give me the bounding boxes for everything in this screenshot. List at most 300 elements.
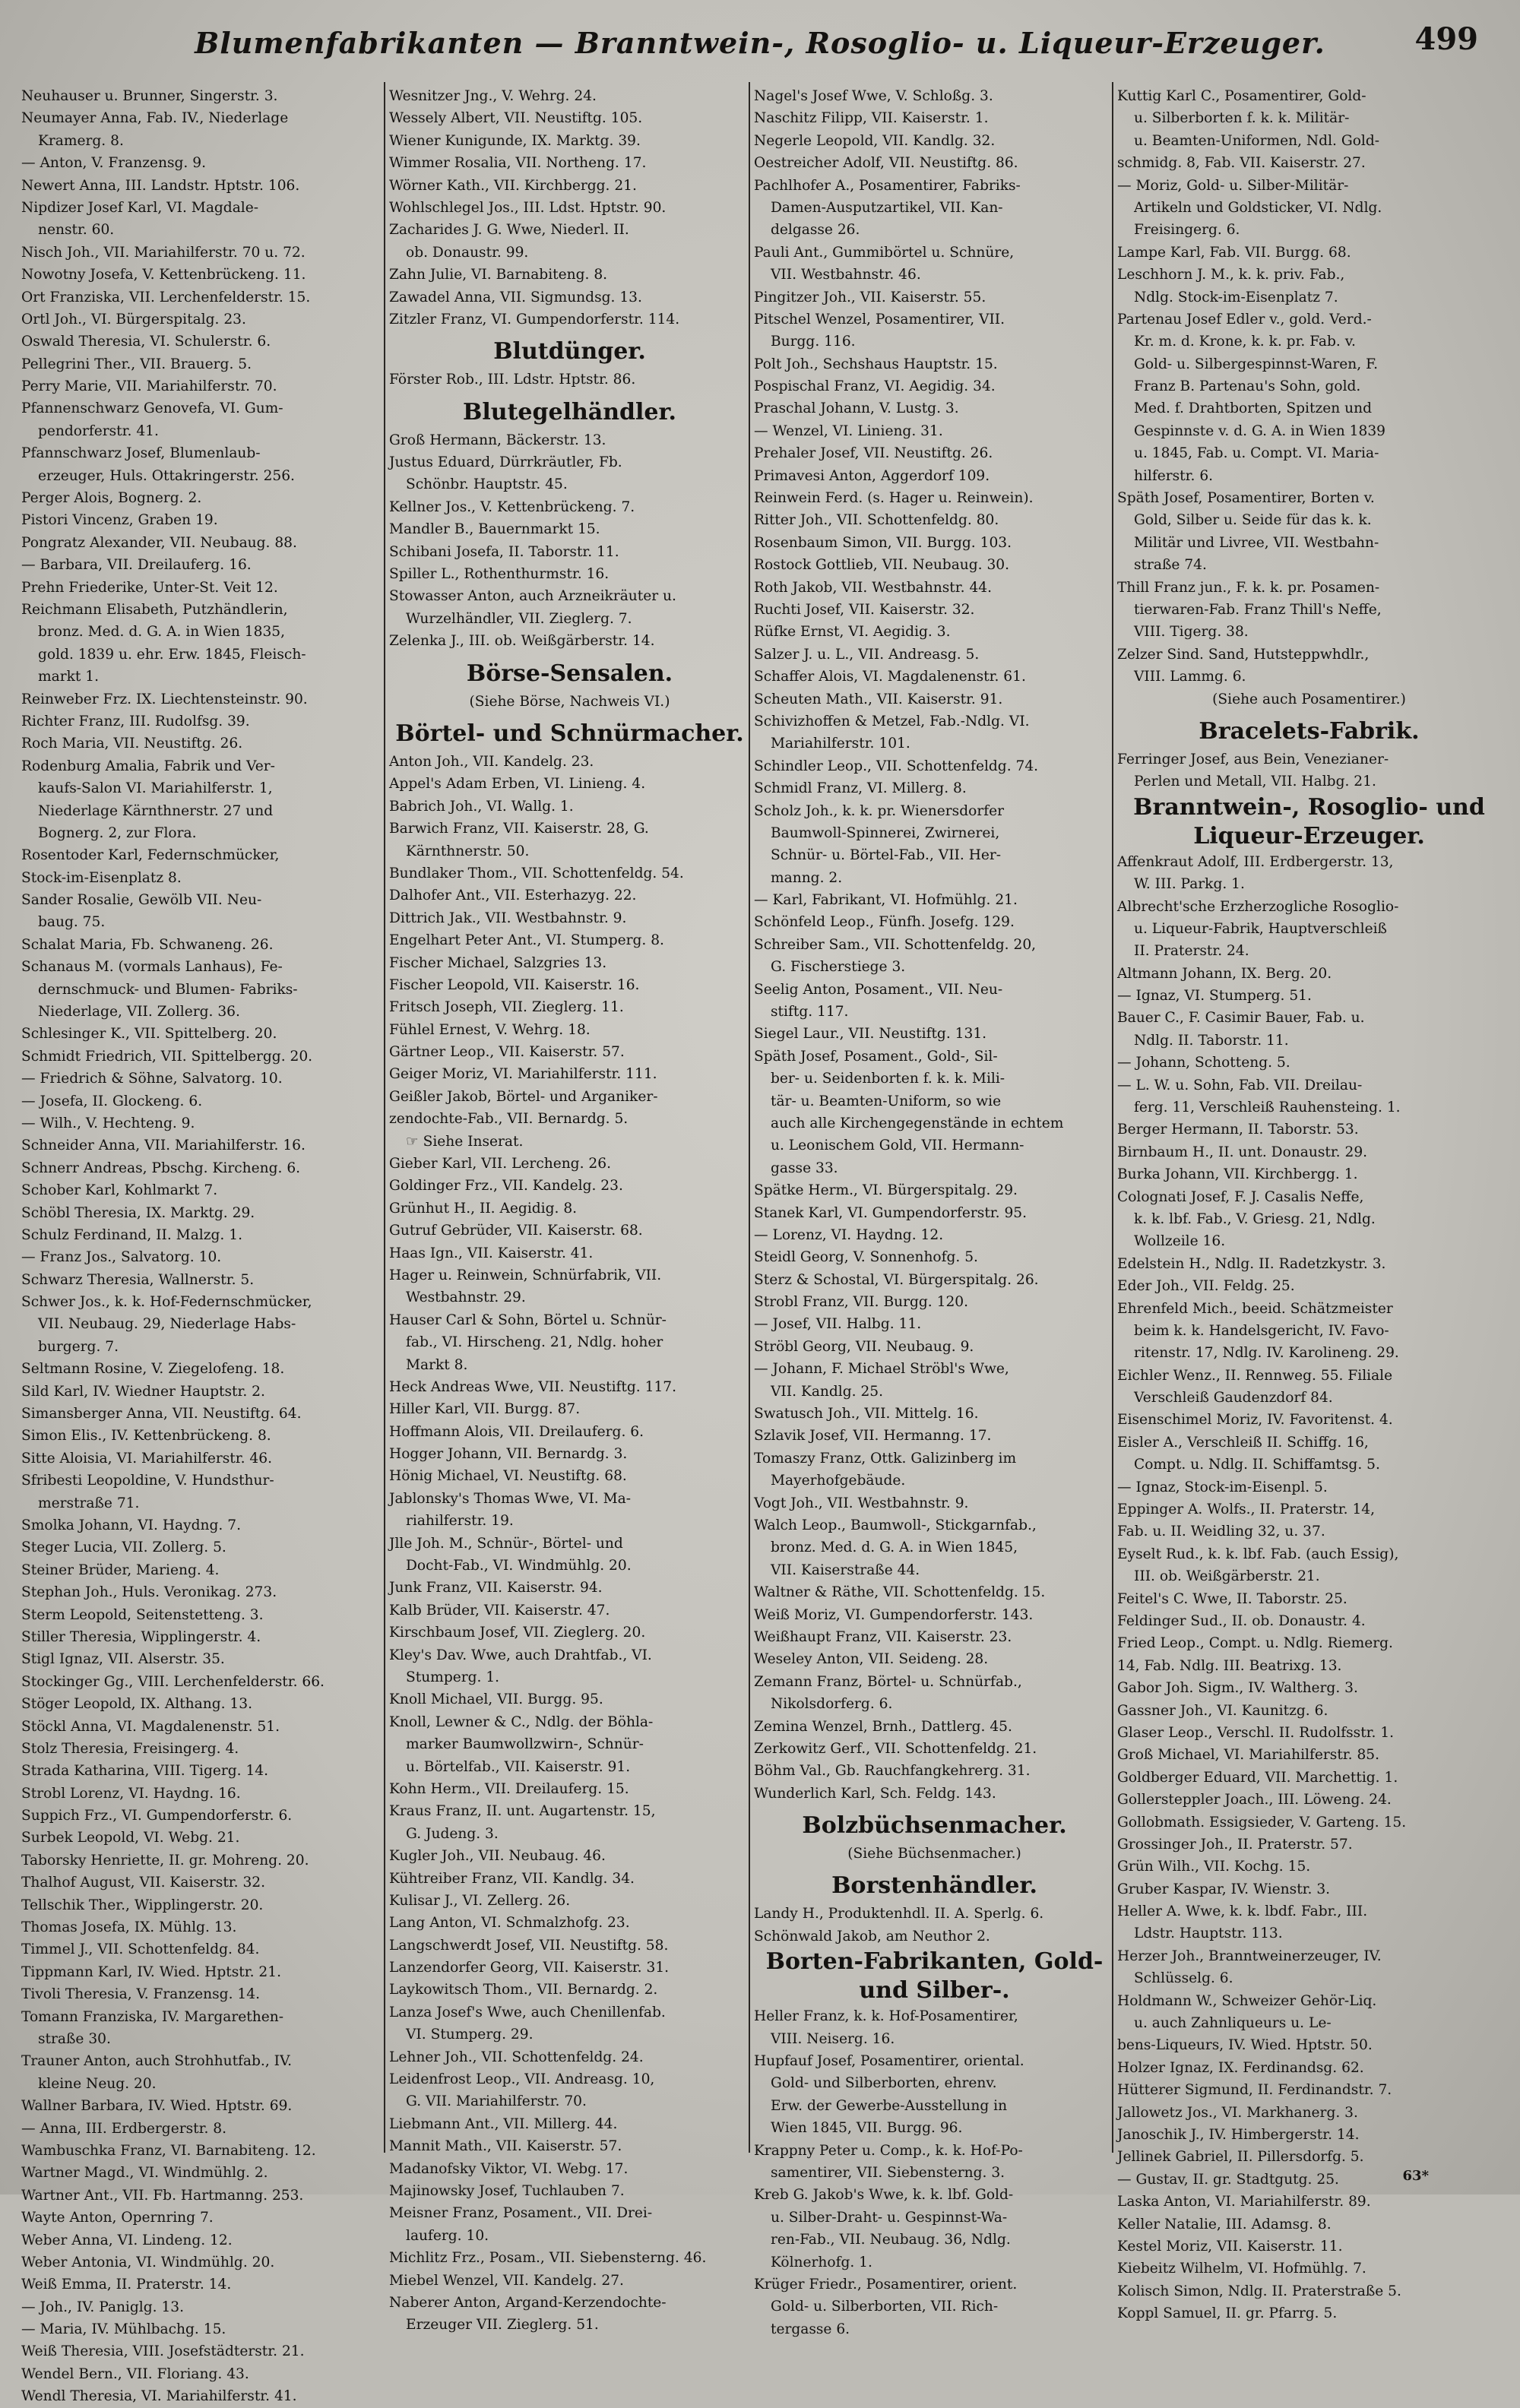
- entry-line: Spiller L., Rothenthurmstr. 16.: [389, 566, 610, 583]
- entry-line: Birnbaum H., II. unt. Donaustr. 29.: [1117, 1144, 1368, 1160]
- entry-line: Hiller Karl, VII. Burgg. 87.: [389, 1401, 581, 1418]
- entry-line: Fischer Leopold, VII. Kaiserstr. 16.: [389, 976, 640, 993]
- entry-line: Szlavik Josef, VII. Hermanng. 17.: [754, 1428, 992, 1444]
- entry-line: Thill Franz jun., F. k. k. pr. Posamen-: [1117, 579, 1380, 596]
- entry-continuation: Schnür- u. Börtel-Fab., VII. Her-: [771, 847, 1002, 864]
- entry-line: Nagel's Josef Wwe, V. Schloßg. 3.: [754, 88, 993, 104]
- entry-continuation: Stumperg. 1.: [406, 1669, 500, 1685]
- entry-line: Taborsky Henriette, II. gr. Mohreng. 20.: [21, 1852, 309, 1868]
- entry-line: Roch Maria, VII. Neustiftg. 26.: [21, 736, 243, 752]
- entry-line: Kühtreiber Franz, VII. Kandlg. 34.: [389, 1870, 635, 1887]
- entry-line: Stolz Theresia, Freisingerg. 4.: [21, 1740, 239, 1757]
- entry-line: Ehrenfeld Mich., beeid. Schätzmeister: [1117, 1300, 1393, 1317]
- entry-continuation: Markt 8.: [406, 1356, 468, 1373]
- entry-line: Gieber Karl, VII. Lercheng. 26.: [389, 1156, 611, 1172]
- entry-line: — Anton, V. Franzensg. 9.: [21, 155, 206, 172]
- entry-line: Holdmann W., Schweizer Gehör-Liq.: [1117, 1992, 1377, 2009]
- cross-reference: (Siehe Börse, Nachweis VI.): [469, 693, 670, 710]
- entry-line: Reichmann Elisabeth, Putzhändlerin,: [21, 601, 288, 618]
- entry-line: Richter Franz, III. Rudolfsg. 39.: [21, 713, 250, 729]
- entry-continuation: Kr. m. d. Krone, k. k. pr. Fab. v.: [1134, 334, 1356, 350]
- entry-line: Gutruf Gebrüder, VII. Kaiserstr. 68.: [389, 1223, 643, 1239]
- entry-line: Krappny Peter u. Comp., k. k. Hof-Po-: [754, 2142, 1023, 2159]
- entry-line: Stephan Joh., Huls. Veronikag. 273.: [21, 1584, 277, 1601]
- entry-line: Strada Katharina, VIII. Tigerg. 14.: [21, 1763, 269, 1780]
- entry-line: Krüger Friedr., Posamentirer, orient.: [754, 2276, 1018, 2293]
- entry-line: Kulisar J., VI. Zellerg. 26.: [389, 1892, 571, 1909]
- section-heading: Börse-Sensalen.: [466, 660, 673, 687]
- entry-line: Mannit Math., VII. Kaiserstr. 57.: [389, 2138, 622, 2155]
- entry-line: — Ignaz, VI. Stumperg. 51.: [1117, 988, 1312, 1005]
- entry-continuation: Militär und Livree, VII. Westbahn-: [1134, 534, 1379, 551]
- entry-line: Stöger Leopold, IX. Althang. 13.: [21, 1696, 253, 1713]
- section-heading: Borstenhändler.: [831, 1872, 1037, 1900]
- entry-line: Wartner Magd., VI. Windmühlg. 2.: [21, 2165, 268, 2182]
- entry-line: Schwer Jos., k. k. Hof-Federnschmücker,: [21, 1294, 312, 1311]
- entry-line: Dalhofer Ant., VII. Esterhazyg. 22.: [389, 888, 637, 904]
- page-number: 499: [1414, 21, 1478, 57]
- entry-line: — Franz Jos., Salvatorg. 10.: [21, 1249, 222, 1266]
- entry-line: Wartner Ant., VII. Fb. Hartmanng. 253.: [21, 2187, 304, 2204]
- entry-line: Schober Karl, Kohlmarkt 7.: [21, 1182, 218, 1199]
- entry-continuation: Wien 1845, VII. Burgg. 96.: [771, 2120, 963, 2137]
- entry-line: Partenau Josef Edler v., gold. Verd.-: [1117, 311, 1372, 328]
- entry-line: Holzer Ignaz, IX. Ferdinandsg. 62.: [1117, 2059, 1364, 2076]
- entry-line: Fischer Michael, Salzgries 13.: [389, 954, 607, 971]
- entry-line: Prehaler Josef, VII. Neustiftg. 26.: [754, 445, 993, 462]
- entry-line: Colognati Josef, F. J. Casalis Neffe,: [1117, 1188, 1364, 1205]
- entry-line: Kiebeitz Wilhelm, VI. Hofmühlg. 7.: [1117, 2261, 1366, 2277]
- entry-line: Ort Franziska, VII. Lerchenfelderstr. 15.: [21, 289, 311, 305]
- entry-line: Zitzler Franz, VI. Gumpendorferstr. 114.: [389, 311, 680, 328]
- entry-line: Rüfke Ernst, VI. Aegidig. 3.: [754, 624, 951, 641]
- entry-line: Wendel Bern., VII. Floriang. 43.: [21, 2365, 249, 2382]
- entry-line: Rodenburg Amalia, Fabrik und Ver-: [21, 758, 275, 774]
- entry-line: Wayte Anton, Opernring 7.: [21, 2210, 214, 2226]
- entry-line: schmidg. 8, Fab. VII. Kaiserstr. 27.: [1117, 155, 1366, 172]
- entry-line: Tomann Franziska, IV. Margarethen-: [21, 2008, 283, 2025]
- entry-line: Polt Joh., Sechshaus Hauptstr. 15.: [754, 356, 998, 372]
- entry-line: Feldinger Sud., II. ob. Donaustr. 4.: [1117, 1613, 1366, 1629]
- entry-line: Michlitz Frz., Posam., VII. Siebensterng. 46.: [389, 2250, 707, 2267]
- entry-continuation: u. Börtelfab., VII. Kaiserstr. 91.: [406, 1758, 631, 1775]
- entry-line: Kley's Dav. Wwe, auch Drahtfab., VI.: [389, 1647, 652, 1663]
- entry-continuation: Damen-Ausputzartikel, VII. Kan-: [771, 199, 1003, 216]
- entry-continuation: VII. Kandlg. 25.: [771, 1383, 884, 1400]
- entry-line: Scheuten Math., VII. Kaiserstr. 91.: [754, 691, 1003, 707]
- entry-line: Goldberger Eduard, VII. Marchettig. 1.: [1117, 1769, 1398, 1786]
- entry-line: Schönfeld Leop., Fünfh. Josefg. 129.: [754, 914, 1015, 931]
- entry-line: Schanaus M. (vormals Lanhaus), Fe-: [21, 959, 283, 976]
- entry-line: Wörner Kath., VII. Kirchbergg. 21.: [389, 177, 637, 194]
- entry-line: Naberer Anton, Argand-Kerzendochte-: [389, 2294, 667, 2311]
- section-heading: Bracelets-Fabrik.: [1199, 717, 1420, 745]
- entry-line: Weber Antonia, VI. Windmühlg. 20.: [21, 2254, 275, 2270]
- entry-line: Groß Michael, VI. Mariahilferstr. 85.: [1117, 1747, 1380, 1764]
- entry-line: — Ignaz, Stock-im-Eisenpl. 5.: [1117, 1479, 1328, 1495]
- entry-continuation: VIII. Lammg. 6.: [1134, 669, 1246, 685]
- entry-line: Mandler B., Bauernmarkt 15.: [389, 521, 600, 538]
- entry-continuation: tergasse 6.: [771, 2321, 850, 2337]
- entry-line: Schlesinger K., VII. Spittelberg. 20.: [21, 1026, 277, 1043]
- entry-continuation: Schönbr. Hauptstr. 45.: [406, 476, 568, 493]
- entry-line: Lanza Josef's Wwe, auch Chenillenfab.: [389, 2004, 666, 2020]
- entry-line: Hönig Michael, VI. Neustiftg. 68.: [389, 1468, 627, 1485]
- entry-line: Hager u. Reinwein, Schnürfabrik, VII.: [389, 1267, 662, 1283]
- entry-line: bens-Liqueurs, IV. Wied. Hptstr. 50.: [1117, 2037, 1373, 2054]
- entry-line: Weseley Anton, VII. Seideng. 28.: [754, 1651, 989, 1668]
- entry-continuation: kleine Neug. 20.: [38, 2075, 157, 2092]
- entry-line: Trauner Anton, auch Strohhutfab., IV.: [21, 2053, 293, 2070]
- entry-continuation: straße 74.: [1134, 557, 1207, 574]
- entry-line: Walch Leop., Baumwoll-, Stickgarnfab.,: [754, 1517, 1037, 1533]
- entry-line: Sander Rosalie, Gewölb VII. Neu-: [21, 892, 262, 909]
- entry-line: Schibani Josefa, II. Taborstr. 11.: [389, 543, 619, 560]
- entry-continuation: II. Praterstr. 24.: [1134, 943, 1249, 960]
- entry-line: Rosentoder Karl, Federnschmücker,: [21, 847, 280, 864]
- entry-line: Pospischal Franz, VI. Aegidig. 34.: [754, 378, 996, 395]
- entry-line: Schivizhoffen & Metzel, Fab.-Ndlg. VI.: [754, 713, 1030, 729]
- entry-continuation: delgasse 26.: [771, 222, 860, 239]
- entry-line: Gollobmath. Essigsieder, V. Garteng. 15.: [1117, 1814, 1407, 1831]
- entry-line: Kellner Jos., V. Kettenbrückeng. 7.: [389, 498, 635, 515]
- entry-line: Perger Alois, Bognerg. 2.: [21, 490, 202, 507]
- entry-continuation: kaufs-Salon VI. Mariahilferstr. 1,: [38, 780, 273, 797]
- entry-line: Neumayer Anna, Fab. IV., Niederlage: [21, 110, 289, 127]
- entry-continuation: VII. Westbahnstr. 46.: [771, 267, 921, 283]
- entry-line: Hupfauf Josef, Posamentirer, oriental.: [754, 2053, 1024, 2070]
- entry-line: Gassner Joh., VI. Kaunitzg. 6.: [1117, 1702, 1328, 1719]
- entry-line: — Johann, Schotteng. 5.: [1117, 1055, 1290, 1071]
- entry-line: Haas Ign., VII. Kaiserstr. 41.: [389, 1245, 594, 1261]
- entry-line: Böhm Val., Gb. Rauchfangkehrerg. 31.: [754, 1763, 1031, 1780]
- entry-line: — L. W. u. Sohn, Fab. VII. Dreilau-: [1117, 1077, 1363, 1093]
- entry-line: Perry Marie, VII. Mariahilferstr. 70.: [21, 378, 277, 395]
- entry-line: Eyselt Rud., k. k. lbf. Fab. (auch Essig),: [1117, 1546, 1399, 1562]
- entry-line: Schmidt Friedrich, VII. Spittelbergg. 20.: [21, 1048, 313, 1065]
- entry-line: Groß Hermann, Bäckerstr. 13.: [389, 432, 606, 448]
- entry-line: Rostock Gottlieb, VII. Neubaug. 30.: [754, 557, 1010, 574]
- entry-line: Feitel's C. Wwe, II. Taborstr. 25.: [1117, 1590, 1347, 1607]
- entry-line: Roth Jakob, VII. Westbahnstr. 44.: [754, 579, 993, 596]
- entry-continuation: Kramerg. 8.: [38, 132, 124, 149]
- entry-continuation: pendorferstr. 41.: [38, 422, 159, 439]
- entry-line: Wambuschka Franz, VI. Barnabiteng. 12.: [21, 2142, 316, 2159]
- entry-continuation: Freisingerg. 6.: [1134, 222, 1240, 239]
- section-heading: Borten-Fabrikanten, Gold-: [765, 1948, 1104, 1976]
- entry-line: Zemann Franz, Börtel- u. Schnürfab.,: [754, 1673, 1022, 1690]
- entry-line: Ritter Joh., VII. Schottenfeldg. 80.: [754, 512, 999, 529]
- entry-line: Nipdizer Josef Karl, VI. Magdale-: [21, 199, 259, 216]
- entry-line: Zawadel Anna, VII. Sigmundsg. 13.: [389, 289, 642, 305]
- entry-line: Newert Anna, III. Landstr. Hptstr. 106.: [21, 177, 300, 194]
- entry-line: Laska Anton, VI. Mariahilferstr. 89.: [1117, 2194, 1371, 2210]
- entry-continuation: Erw. der Gewerbe-Ausstellung in: [771, 2097, 1008, 2114]
- entry-continuation: k. k. lbf. Fab., V. Griesg. 21, Ndlg.: [1134, 1210, 1376, 1227]
- entry-line: zendochte-Fab., VII. Bernardg. 5.: [389, 1111, 629, 1128]
- entry-line: Pistori Vincenz, Graben 19.: [21, 512, 218, 529]
- entry-line: Hauser Carl & Sohn, Börtel u. Schnür-: [389, 1312, 667, 1328]
- cross-reference: (Siehe Büchsenmacher.): [847, 1846, 1021, 1862]
- entry-line: Sitte Aloisia, VI. Mariahilferstr. 46.: [21, 1450, 272, 1467]
- entry-line: Schöbl Theresia, IX. Marktg. 29.: [21, 1204, 255, 1221]
- entry-line: Zelzer Sind. Sand, Hutsteppwhdlr.,: [1117, 646, 1370, 663]
- entry-line: Liebmann Ant., VII. Millerg. 44.: [389, 2115, 618, 2132]
- entry-continuation: gold. 1839 u. ehr. Erw. 1845, Fleisch-: [38, 646, 306, 663]
- entry-line: — Maria, IV. Mühlbachg. 15.: [21, 2321, 226, 2338]
- entry-line: Goldinger Frz., VII. Kandelg. 23.: [389, 1178, 623, 1195]
- entry-line: Reinweber Frz. IX. Liechtensteinstr. 90.: [21, 691, 308, 707]
- entry-line: Gärtner Leop., VII. Kaiserstr. 57.: [389, 1044, 625, 1061]
- entry-line: Schulz Ferdinand, II. Malzg. 1.: [21, 1226, 242, 1243]
- entry-continuation: tär- u. Beamten-Uniform, so wie: [771, 1093, 1002, 1109]
- entry-line: — Josefa, II. Glockeng. 6.: [21, 1093, 203, 1109]
- entry-line: — Moriz, Gold- u. Silber-Militär-: [1117, 177, 1349, 194]
- entry-line: Weiß Theresia, VIII. Josefstädterstr. 21.: [21, 2343, 305, 2360]
- entry-continuation: VI. Stumperg. 29.: [406, 2027, 534, 2043]
- entry-continuation: ber- u. Seidenborten f. k. k. Mili-: [771, 1071, 1005, 1087]
- entry-line: Pongratz Alexander, VII. Neubaug. 88.: [21, 534, 297, 551]
- entry-continuation: G. Fischerstiege 3.: [771, 959, 906, 976]
- running-title: Blumenfabrikanten — Branntwein-, Rosoglio- u. Liqueur-Erzeuger.: [195, 26, 1325, 60]
- entry-continuation: G. VII. Mariahilferstr. 70.: [406, 2093, 587, 2110]
- entry-line: Janoschik J., IV. Himbergerstr. 14.: [1117, 2126, 1360, 2143]
- entry-line: Kestel Moriz, VII. Kaiserstr. 11.: [1117, 2238, 1343, 2255]
- entry-line: Sild Karl, IV. Wiedner Hauptstr. 2.: [21, 1383, 265, 1400]
- entry-line: Ströbl Georg, VII. Neubaug. 9.: [754, 1338, 974, 1355]
- entry-line: 14, Fab. Ndlg. III. Beatrixg. 13.: [1117, 1657, 1342, 1674]
- entry-line: Albrecht'sche Erzherzogliche Rosoglio-: [1117, 898, 1399, 915]
- entry-line: Wendl Theresia, VI. Mariahilferstr. 41.: [21, 2388, 297, 2405]
- entry-line: Berger Hermann, II. Taborstr. 53.: [1117, 1122, 1359, 1138]
- entry-continuation: stiftg. 117.: [771, 1004, 849, 1020]
- entry-continuation: nenstr. 60.: [38, 222, 115, 239]
- entry-line: Kuttig Karl C., Posamentirer, Gold-: [1117, 88, 1366, 104]
- entry-line: Junk Franz, VII. Kaiserstr. 94.: [389, 1580, 603, 1596]
- entry-line: Rosenbaum Simon, VII. Burgg. 103.: [754, 534, 1012, 551]
- entry-continuation: u. 1845, Fab. u. Compt. VI. Maria-: [1134, 445, 1379, 462]
- entry-line: Steger Lucia, VII. Zollerg. 5.: [21, 1539, 226, 1556]
- entry-line: Weiß Moriz, VI. Gumpendorferstr. 143.: [754, 1606, 1034, 1623]
- entry-continuation: fab., VI. Hirscheng. 21, Ndlg. hoher: [406, 1334, 663, 1351]
- entry-line: Stanek Karl, VI. Gumpendorferstr. 95.: [754, 1204, 1028, 1221]
- entry-continuation: Perlen und Metall, VII. Halbg. 21.: [1134, 774, 1376, 790]
- entry-line: Dittrich Jak., VII. Westbahnstr. 9.: [389, 910, 627, 926]
- entry-continuation: u. Silberborten f. k. k. Militär-: [1134, 110, 1350, 127]
- entry-line: Siegel Laur., VII. Neustiftg. 131.: [754, 1026, 987, 1043]
- entry-continuation: Mayerhofgebäude.: [771, 1473, 906, 1489]
- entry-continuation: Wurzelhändler, VII. Zieglerg. 7.: [406, 610, 632, 627]
- column-3: [754, 85, 1115, 2337]
- entry-continuation: gasse 33.: [771, 1160, 838, 1176]
- entry-line: Jablonsky's Thomas Wwe, VI. Ma-: [389, 1490, 632, 1507]
- entry-line: Engelhart Peter Ant., VI. Stumperg. 8.: [389, 932, 664, 949]
- entry-line: Knoll Michael, VII. Burgg. 95.: [389, 1691, 603, 1708]
- entry-continuation: Gold- u. Silbergespinnst-Waren, F.: [1134, 356, 1379, 372]
- entry-continuation: Gold, Silber u. Seide für das k. k.: [1134, 512, 1372, 529]
- entry-line: Sfribesti Leopoldine, V. Hundsthur-: [21, 1473, 274, 1489]
- entry-line: — Karl, Fabrikant, VI. Hofmühlg. 21.: [754, 892, 1018, 909]
- entry-line: Meisner Franz, Posament., VII. Drei-: [389, 2205, 653, 2222]
- entry-line: Eisenschimel Moriz, IV. Favoritenst. 4.: [1117, 1412, 1393, 1429]
- entry-line: Affenkraut Adolf, III. Erdbergerstr. 13,: [1117, 853, 1394, 870]
- entry-line: Eppinger A. Wolfs., II. Praterstr. 14,: [1117, 1501, 1376, 1518]
- entry-line: Naschitz Filipp, VII. Kaiserstr. 1.: [754, 110, 989, 127]
- entry-continuation: ritenstr. 17, Ndlg. IV. Karolineng. 29.: [1134, 1345, 1399, 1362]
- entry-line: Kugler Joh., VII. Neubaug. 46.: [389, 1848, 606, 1865]
- entry-line: Steiner Brüder, Marieng. 4.: [21, 1562, 220, 1578]
- entry-line: Pfannenschwarz Genovefa, VI. Gum-: [21, 400, 283, 417]
- entry-line: Simansberger Anna, VII. Neustiftg. 64.: [21, 1406, 302, 1422]
- entry-continuation: Wollzeile 16.: [1134, 1233, 1226, 1250]
- entry-line: Wallner Barbara, IV. Wied. Hptstr. 69.: [21, 2098, 293, 2115]
- entry-line: Vogt Joh., VII. Westbahnstr. 9.: [754, 1495, 969, 1511]
- entry-continuation: marker Baumwollzwirn-, Schnür-: [406, 1736, 644, 1753]
- entry-continuation: Docht-Fab., VI. Windmühlg. 20.: [406, 1558, 632, 1574]
- entry-continuation: baug. 75.: [38, 914, 106, 931]
- entry-line: Pingitzer Joh., VII. Kaiserstr. 55.: [754, 289, 986, 305]
- sheet-signature: 63*: [1402, 2168, 1429, 2184]
- entry-line: Pfannschwarz Josef, Blumenlaub-: [21, 445, 261, 462]
- entry-line: Kreb G. Jakob's Wwe, k. k. lbf. Gold-: [754, 2187, 1014, 2204]
- entry-continuation: ren-Fab., VII. Neubaug. 36, Ndlg.: [771, 2232, 1011, 2248]
- entry-line: Nisch Joh., VII. Mariahilferstr. 70 u. 72.: [21, 244, 306, 261]
- entry-continuation: Gold- u. Silberborten, VII. Rich-: [771, 2299, 999, 2315]
- entry-line: — Gustav, II. gr. Stadtgutg. 25.: [1117, 2171, 1339, 2188]
- entry-continuation: bronz. Med. d. G. A. in Wien 1835,: [38, 624, 286, 641]
- entry-continuation: burgerg. 7.: [38, 1338, 119, 1355]
- entry-line: Prehn Friederike, Unter-St. Veit 12.: [21, 579, 278, 596]
- entry-line: Tippmann Karl, IV. Wied. Hptstr. 21.: [21, 1963, 282, 1980]
- entry-line: Fab. u. II. Weidling 32, u. 37.: [1117, 1524, 1325, 1540]
- entry-line: Heller Franz, k. k. Hof-Posamentirer,: [754, 2008, 1018, 2025]
- entry-line: Suppich Frz., VI. Gumpendorferstr. 6.: [21, 1808, 293, 1824]
- entry-line: Kalb Brüder, VII. Kaiserstr. 47.: [389, 1602, 610, 1619]
- entry-line: Pitschel Wenzel, Posamentirer, VII.: [754, 311, 1005, 328]
- entry-continuation: Artikeln und Goldsticker, VI. Ndlg.: [1134, 199, 1382, 216]
- entry-continuation: Kärnthnerstr. 50.: [406, 843, 530, 859]
- entry-line: Surbek Leopold, VI. Webg. 21.: [21, 1830, 240, 1846]
- entry-line: Waltner & Räthe, VII. Schottenfeldg. 15.: [754, 1584, 1046, 1601]
- entry-line: Kirschbaum Josef, VII. Zieglerg. 20.: [389, 1625, 646, 1641]
- entry-line: Bundlaker Thom., VII. Schottenfeldg. 54.: [389, 865, 684, 881]
- entry-line: Geiger Moriz, VI. Mariahilferstr. 111.: [389, 1066, 657, 1083]
- entry-continuation: Mariahilferstr. 101.: [771, 736, 910, 752]
- entry-line: Altmann Johann, IX. Berg. 20.: [1117, 965, 1332, 982]
- entry-continuation: merstraße 71.: [38, 1495, 140, 1511]
- entry-continuation: Franz B. Partenau's Sohn, gold.: [1134, 378, 1361, 395]
- entry-line: Oestreicher Adolf, VII. Neustiftg. 86.: [754, 155, 1018, 172]
- entry-line: Nowotny Josefa, V. Kettenbrückeng. 11.: [21, 267, 306, 283]
- entry-line: Jlle Joh. M., Schnür-, Börtel- und: [389, 1535, 623, 1552]
- entry-line: Wohlschlegel Jos., III. Ldst. Hptstr. 90.: [389, 199, 667, 216]
- entry-line: Laykowitsch Thom., VII. Bernardg. 2.: [389, 1982, 658, 1998]
- entry-line: — Wilh., V. Hechteng. 9.: [21, 1115, 195, 1131]
- section-heading: und Silber-.: [859, 1977, 1010, 2005]
- entry-line: Kolisch Simon, Ndlg. II. Praterstraße 5.: [1117, 2283, 1401, 2299]
- entry-continuation: Niederlage, VII. Zollerg. 36.: [38, 1004, 240, 1020]
- entry-line: — Friedrich & Söhne, Salvatorg. 10.: [21, 1071, 283, 1087]
- entry-line: Fühlel Ernest, V. Wehrg. 18.: [389, 1021, 591, 1038]
- entry-continuation: Ndlg. II. Taborstr. 11.: [1134, 1032, 1289, 1049]
- entry-line: Kraus Franz, II. unt. Augartenstr. 15,: [389, 1803, 656, 1820]
- column-1: [21, 85, 382, 2405]
- entry-line: Eichler Wenz., II. Rennweg. 55. Filiale: [1117, 1367, 1393, 1384]
- entry-continuation: Gold- und Silberborten, ehrenv.: [771, 2075, 997, 2092]
- entry-line: Stock-im-Eisenplatz 8.: [21, 869, 182, 886]
- entry-line: — Johann, F. Michael Ströbl's Wwe,: [754, 1361, 1009, 1378]
- section-heading: Blutegelhändler.: [463, 398, 676, 426]
- entry-line: Schindler Leop., VII. Schottenfeldg. 74.: [754, 758, 1039, 774]
- entry-continuation: u. Silber-Draht- u. Gespinnst-Wa-: [771, 2209, 1008, 2226]
- entry-line: Majinowsky Josef, Tuchlauben 7.: [389, 2182, 625, 2199]
- entry-line: Wunderlich Karl, Sch. Feldg. 143.: [754, 1785, 996, 1802]
- entry-line: Grünhut H., II. Aegidig. 8.: [389, 1200, 578, 1217]
- entry-line: Justus Eduard, Dürrkräutler, Fb.: [389, 454, 622, 471]
- entry-line: Weber Anna, VI. Lindeng. 12.: [21, 2232, 233, 2248]
- entry-line: Glaser Leop., Verschl. II. Rudolfsstr. 1.: [1117, 1724, 1395, 1741]
- entry-line: Barwich Franz, VII. Kaiserstr. 28, G.: [389, 821, 649, 837]
- entry-line: Förster Rob., III. Ldstr. Hptstr. 86.: [389, 372, 636, 388]
- entry-line: Heller A. Wwe, k. k. lbdf. Fabr., III.: [1117, 1903, 1368, 1920]
- entry-line: Herzer Joh., Branntweinerzeuger, IV.: [1117, 1948, 1382, 1964]
- entry-line: Smolka Johann, VI. Haydng. 7.: [21, 1517, 241, 1533]
- entry-line: Leidenfrost Leop., VII. Andreasg. 10,: [389, 2071, 655, 2088]
- entry-line: Salzer J. u. L., VII. Andreasg. 5.: [754, 646, 980, 663]
- entry-continuation: Compt. u. Ndlg. II. Schiffamtsg. 5.: [1134, 1457, 1380, 1473]
- entry-line: Keller Natalie, III. Adamsg. 8.: [1117, 2216, 1332, 2232]
- entry-line: Lehner Joh., VII. Schottenfeldg. 24.: [389, 2049, 644, 2065]
- entry-line: Gabor Joh. Sigm., IV. Waltherg. 3.: [1117, 1680, 1358, 1697]
- entry-line: — Joh., IV. Paniglg. 13.: [21, 2299, 185, 2315]
- column-2: [389, 85, 750, 2334]
- entry-line: — Wenzel, VI. Linieng. 31.: [754, 422, 943, 439]
- entry-line: Thalhof August, VII. Kaiserstr. 32.: [21, 1875, 266, 1891]
- entry-continuation: tierwaren-Fab. Franz Thill's Neffe,: [1134, 601, 1382, 618]
- entry-continuation: samentirer, VII. Siebensterng. 3.: [771, 2164, 1005, 2181]
- entry-continuation: Nikolsdorferg. 6.: [771, 1696, 893, 1713]
- entry-continuation: riahilferstr. 19.: [406, 1513, 514, 1530]
- entry-line: Langschwerdt Josef, VII. Neustiftg. 58.: [389, 1937, 669, 1954]
- entry-line: Eisler A., Verschleiß II. Schiffg. 16,: [1117, 1434, 1369, 1451]
- entry-continuation: u. Beamten-Uniformen, Ndl. Gold-: [1134, 132, 1380, 149]
- entry-continuation: dernschmuck- und Blumen- Fabriks-: [38, 981, 298, 998]
- entry-line: Hoffmann Alois, VII. Dreilauferg. 6.: [389, 1423, 644, 1440]
- entry-continuation: straße 30.: [38, 2030, 111, 2047]
- entry-line: Negerle Leopold, VII. Kandlg. 32.: [754, 132, 996, 149]
- entry-line: Schneider Anna, VII. Mariahilferstr. 16.: [21, 1138, 306, 1154]
- entry-line: Stockinger Gg., VIII. Lerchenfelderstr. 66.: [21, 1673, 325, 1690]
- entry-line: — Lorenz, VI. Haydng. 12.: [754, 1226, 944, 1243]
- column-divider: [384, 82, 385, 2153]
- entry-line: Bauer C., F. Casimir Bauer, Fab. u.: [1117, 1010, 1365, 1027]
- entry-line: Lampe Karl, Fab. VII. Burgg. 68.: [1117, 244, 1351, 261]
- entry-line: Ferringer Josef, aus Bein, Venezianer-: [1117, 751, 1389, 767]
- entry-continuation: hilferstr. 6.: [1134, 467, 1214, 484]
- entry-continuation: ☞ Siehe Inserat.: [406, 1133, 524, 1150]
- entry-continuation: G. Judeng. 3.: [406, 1825, 499, 1842]
- entry-continuation: Westbahnstr. 29.: [406, 1289, 526, 1306]
- entry-line: Hogger Johann, VII. Bernardg. 3.: [389, 1446, 628, 1463]
- entry-continuation: lauferg. 10.: [406, 2227, 489, 2244]
- entry-continuation: u. Liqueur-Fabrik, Hauptverschleiß: [1134, 920, 1387, 937]
- entry-line: Geißler Jakob, Börtel- und Arganiker-: [389, 1088, 658, 1105]
- entry-line: Scholz Joh., k. k. pr. Wienersdorfer: [754, 802, 1004, 819]
- section-heading: Branntwein-, Rosoglio- und: [1133, 793, 1485, 821]
- entry-continuation: Gespinnste v. d. G. A. in Wien 1839: [1134, 422, 1386, 439]
- entry-line: Jellinek Gabriel, II. Pillersdorfg. 5.: [1117, 2149, 1364, 2166]
- entry-line: Fritsch Joseph, VII. Zieglerg. 11.: [389, 999, 624, 1016]
